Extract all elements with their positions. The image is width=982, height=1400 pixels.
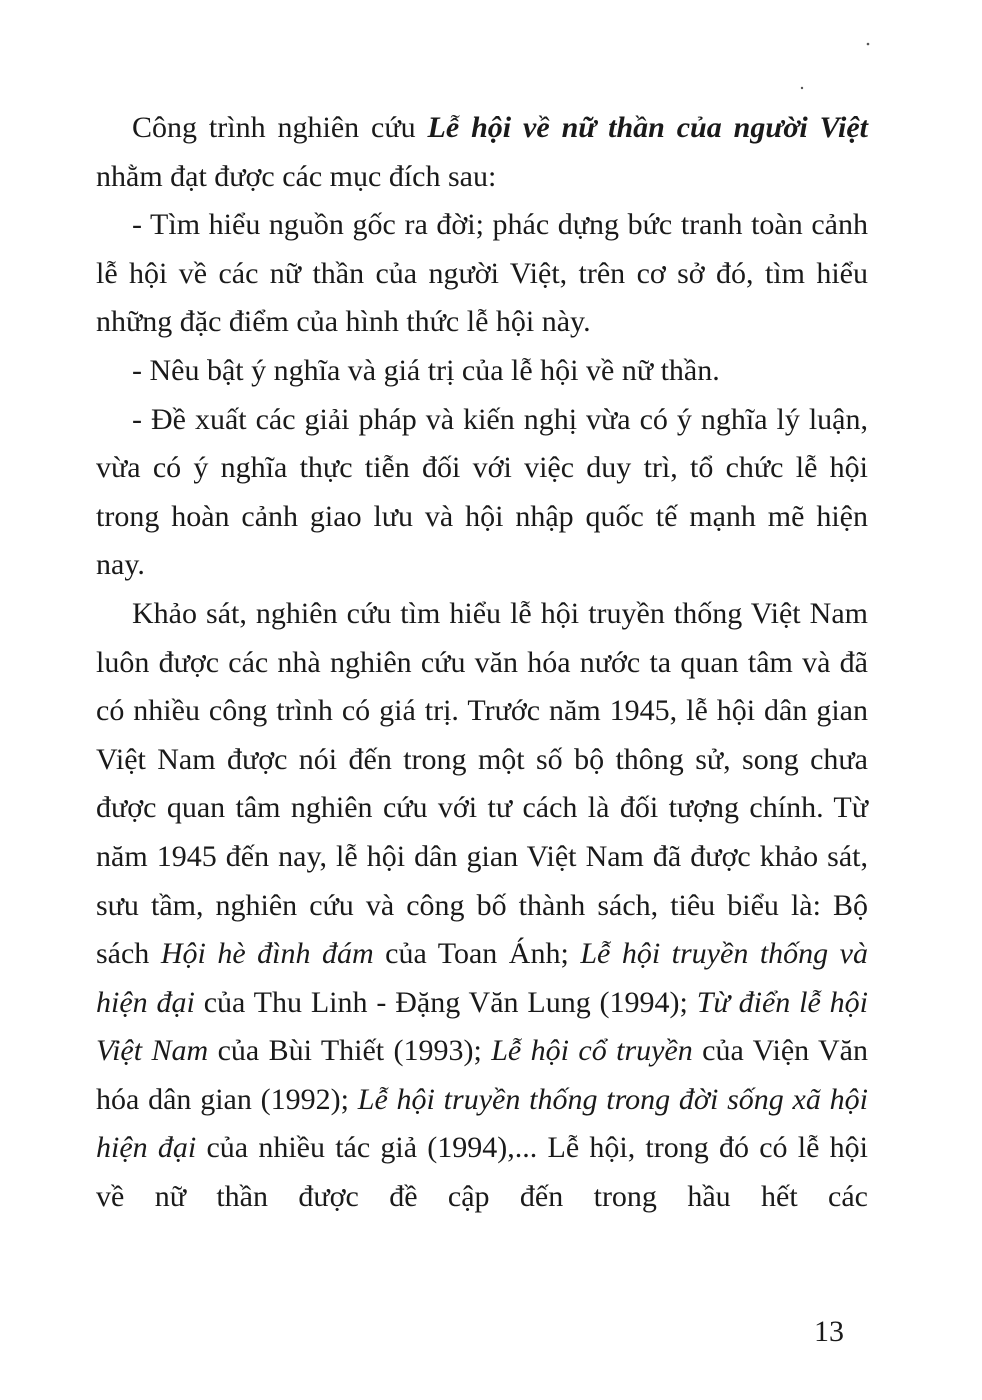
paragraph-literature-review — [96, 590, 868, 1222]
text-segment: - Tìm hiểu nguồn gốc ra đời; phác dựng bức tranh toàn cảnh lễ hội về các nữ thần của người Việt, trên cơ sở đó, tìm hiểu những đặc điểm của hình thức lễ hội này. — [96, 208, 868, 339]
italic-title: Lễ hội truyền thống trong đời sống xã hội hiện đại — [96, 1082, 868, 1165]
italic-title: Từ điển lễ hội Việt Nam — [96, 985, 868, 1068]
italic-title: Hội hè đình đám — [160, 937, 374, 971]
text-segment: nhằm đạt được các mục đích sau: — [96, 159, 497, 193]
book-title-bold-italic: Lễ hội về nữ thần của người Việt — [427, 111, 868, 144]
body-text — [96, 104, 868, 1222]
text-segment: Khảo sát, nghiên cứu tìm hiểu lễ hội truyền thống Việt Nam luôn được các nhà nghiên cứu văn hóa nước ta quan tâm và đã có nhiều công trình có giá trị. Trước năm 1945, lễ hội dân gian Việt Nam được nói đến trong một số bộ thông sử, song chưa được quan tâm nghiên cứu với tư cách là đối tượng chính. Từ năm 1945 đến nay, lễ hội dân gian Việt Nam đã được khảo sát, sưu tầm, nghiên cứu và công bố thành sách, tiêu biểu là: Bộ sách — [96, 596, 868, 971]
italic-title: Lễ hội cổ truyền — [491, 1034, 693, 1068]
text-segment: của Toan Ánh; — [373, 937, 581, 971]
page-number: 13 — [814, 1315, 844, 1348]
speck — [867, 43, 870, 46]
speck — [801, 87, 803, 89]
italic-title: Lễ hội truyền thống và hiện đại — [96, 937, 868, 1019]
text-segment: của Bùi Thiết (1993); — [208, 1034, 492, 1068]
text-segment: của nhiều tác giả (1994),... Lễ hội, trong đó có lễ hội về nữ thần được đề cập đến trong hầu hết các — [96, 1131, 868, 1214]
bullet-origin — [96, 201, 868, 347]
text-segment: của Viện Văn hóa dân gian (1992); — [96, 1034, 868, 1116]
bullet-proposals — [96, 396, 868, 590]
bullet-significance — [96, 347, 868, 396]
text-segment: - Đề xuất các giải pháp và kiến nghị vừa có ý nghĩa lý luận, vừa có ý nghĩa thực tiễn đối với việc duy trì, tổ chức lễ hội trong hoàn cảnh giao lưu và hội nhập quốc tế mạnh mẽ hiện nay. — [96, 402, 868, 582]
text-segment: Công trình nghiên cứu — [132, 111, 428, 144]
paragraph-purpose-intro — [96, 104, 868, 201]
text-segment: của Thu Linh - Đặng Văn Lung (1994); — [194, 985, 697, 1019]
text-segment: - Nêu bật ý nghĩa và giá trị của lễ hội về nữ thần. — [132, 353, 720, 387]
